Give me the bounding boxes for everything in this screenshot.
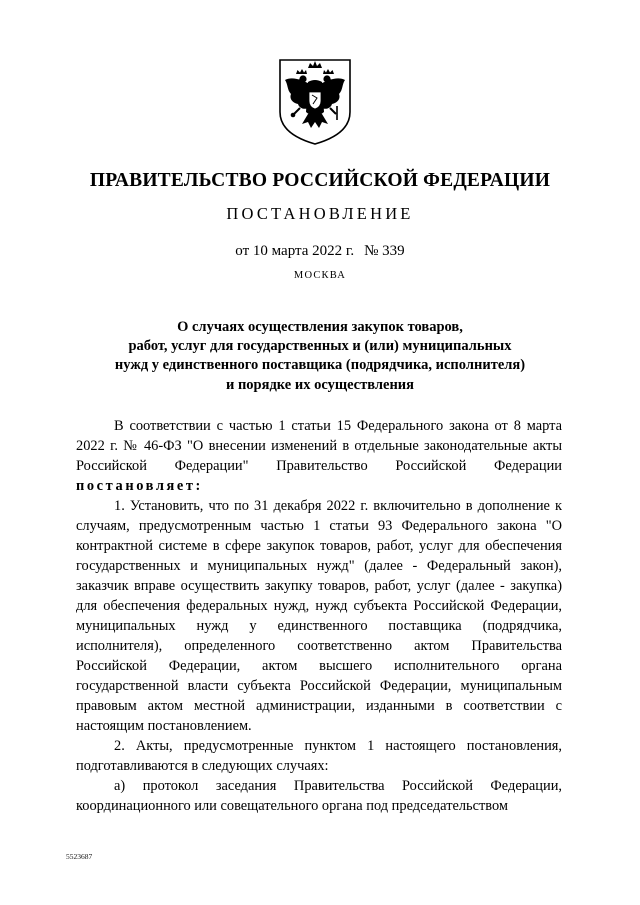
- resolves-word: постановляет:: [76, 478, 203, 494]
- paragraph-1: 1. Установить, что по 31 декабря 2022 г. включительно в дополнение к случаям, предусмотренным частью 1 статьи 93 Федерального закона "О контрактной системе в сфере закупок товаров, работ, услуг для обеспечения государственных и муниципальных нужд" (далее - Федеральный закон), заказчик вправе осуществить закупку товаров, работ, услуг (далее - закупка) для обеспечения федеральных нужд, нужд субъекта Российской Федерации, муниципальных нужд у единственного поставщика (подрядчика, исполнителя), определенного соответственно актом Правительства Российской Федерации, актом высшего исполнительного органа государственной власти субъекта Российской Федерации, муниципальным правовым актом местной администрации, изданными в соответствии с настоящим постановлением.: [76, 498, 562, 734]
- preamble-text: В соответствии с частью 1 статьи 15 Федерального закона от 8 марта 2022 г. № 46-ФЗ "О внесении изменений в отдельные законодательные акты Российской Федерации" Правительство Российской Федерации: [76, 418, 562, 474]
- document-body: [76, 416, 562, 816]
- document-type: ПОСТАНОВЛЕНИЕ: [226, 204, 414, 223]
- preamble-paragraph: [76, 416, 562, 496]
- organization-title: ПРАВИТЕЛЬСТВО РОССИЙСКОЙ ФЕДЕРАЦИИ: [89, 170, 551, 191]
- heading-line: нужд у единственного поставщика (подрядчика, исполнителя): [114, 357, 526, 374]
- heading-line: и порядке их осуществления: [225, 376, 415, 393]
- document-number: № 339: [364, 243, 405, 259]
- paragraph-2: 2. Акты, предусмотренные пунктом 1 настоящего постановления, подготавливаются в следующих случаях:: [76, 738, 562, 774]
- document-date-line: [0, 243, 640, 260]
- document-heading: [0, 318, 640, 395]
- heading-line: работ, услуг для государственных и (или) муниципальных: [128, 338, 512, 355]
- paragraph-3: а) протокол заседания Правительства Российской Федерации, координационного или совещательного органа под председательством: [76, 778, 562, 814]
- document-city: МОСКВА: [293, 270, 347, 281]
- coat-of-arms-icon: [272, 54, 358, 146]
- document-date: от 10 марта 2022 г.: [235, 243, 355, 259]
- document-code: 5523687: [66, 852, 93, 861]
- heading-line: О случаях осуществления закупок товаров,: [177, 319, 463, 335]
